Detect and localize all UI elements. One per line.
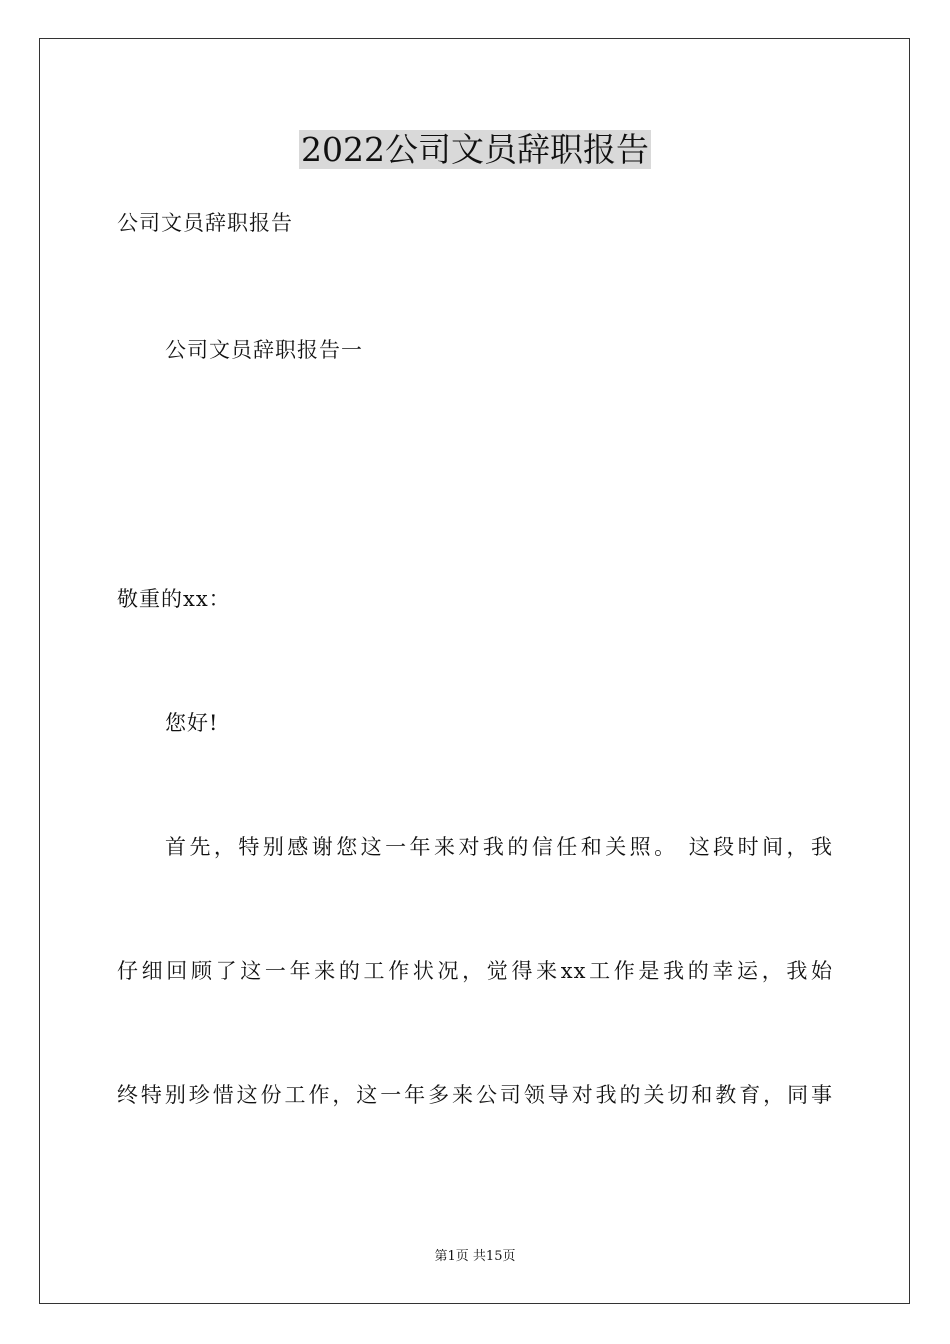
body-paragraph-line: 终特别珍惜这份工作，这一年多来公司领导对我的关切和教育，同事: [117, 1083, 833, 1107]
salutation: 敬重的xx：: [117, 587, 231, 611]
body-paragraph-line: 首先，特别感谢您这一年来对我的信任和关照。 这段时间，我: [165, 835, 833, 859]
page-footer: 第1页 共15页: [434, 1249, 516, 1264]
document-title-text: 2022公司文员辞职报告: [301, 130, 649, 169]
document-subtitle: 公司文员辞职报告: [117, 211, 293, 235]
greeting: 您好!: [165, 711, 219, 735]
document-title: [0, 128, 950, 172]
body-paragraph-line: 仔细回顾了这一年来的工作状况，觉得来xx工作是我的幸运，我始: [117, 959, 833, 983]
section-heading: 公司文员辞职报告一: [165, 338, 363, 362]
